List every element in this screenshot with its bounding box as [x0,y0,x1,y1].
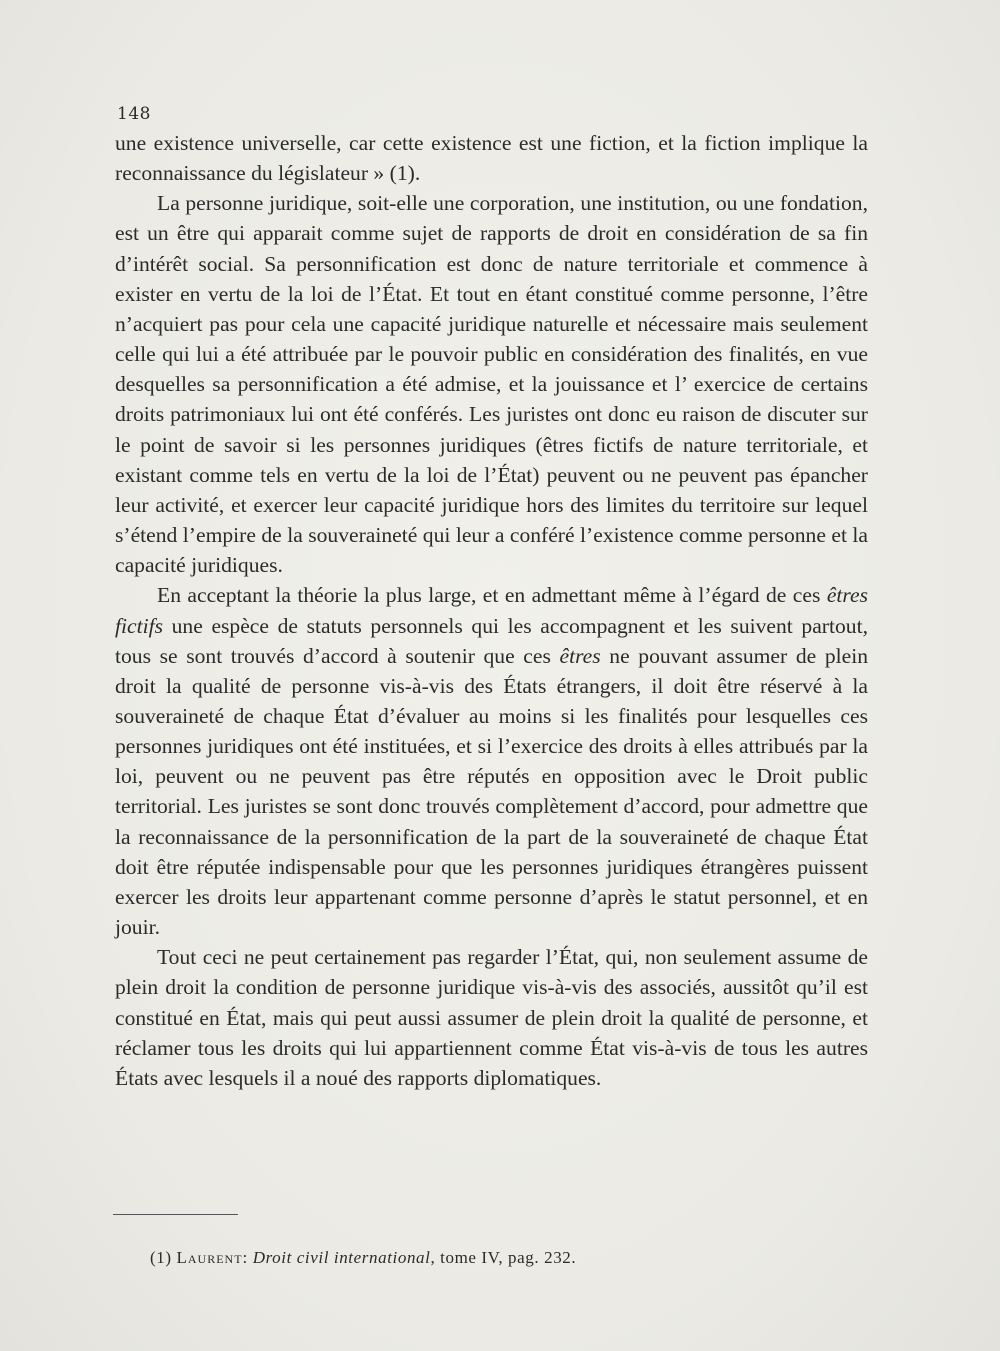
footnote-work-title: Droit civil international [252,1248,431,1267]
paragraph: Tout ceci ne peut certainement pas regarder l’État, qui, non seulement assume de plein droit la condition de personne juridique vis-à-vis des associés, aussitôt qu’il est constitué en État, mais qui peut aussi assumer de plein droit la qualité de personne, et réclamer tous les droits qui lui appartiennent comme État vis-à-vis de tous les autres États avec lesquels il a noué des rapports diplomatiques. [115,945,868,1090]
paragraph [115,580,868,942]
paragraph-text: ne pouvant assumer de plein droit la qualité de personne vis-à-vis des États étrangers, il doit être réservé à la souveraineté de chaque État d’évaluer au moins si les finalités pour lesquelles ces personnes juridiques ont été instituées, et si l’exercice des droits à elles attribués par la loi, peuvent ou ne peuvent pas être réputés en opposition avec le Droit public territorial. Les juristes se sont donc trouvés complètement d’accord, pour admettre que la reconnaissance de la personnification de la part de la souveraineté de chaque État doit être réputée indispensable pour que les personnes juridiques étrangères puissent exercer les droits leur appartenant comme personne d’après le statut personnel, et en jouir. [115,643,868,940]
paragraph: La personne juridique, soit-elle une corporation, une institution, ou une fondation, est un être qui apparait comme sujet de rapports de droit en considération de sa fin d’intérêt social. Sa personnification est donc de nature territoriale et commence à exister en vertu de la loi de l’État. Et tout en étant constitué comme personne, l’être n’acquiert pas pour cela une capacité juridique naturelle et nécessaire mais seulement celle qui lui a été attribuée par le pouvoir public en considération des finalités, en vue desquelles sa personnification a été admise, et la jouissance et l’ exercice de certains droits patrimoniaux lui ont été conférés. Les juristes ont donc eu raison de discuter sur le point de savoir si les personnes juridiques (êtres fictifs de nature territoriale, et existant comme tels en vertu de la loi de l’État) peuvent ou ne peuvent pas épancher leur activité, et exercer leur capacité juridique hors des limites du territoire sur lequel s’étend l’empire de la souveraineté qui leur a conféré l’existence comme personne et la capacité juridiques. [115,191,868,578]
footnote-separator: : [242,1248,253,1267]
footnote-reference[interactable]: (1) [389,161,415,186]
footnote-author: Laurent [176,1248,243,1267]
paragraph-text: . [414,161,421,186]
paragraph-text: une espèce de statuts personnels qui les accompagnent et les suivent partout, tous se sont trouvés d’accord à soutenir que ces [115,613,868,668]
page-number: 148 [117,104,151,124]
footnote-marker: (1) [150,1248,172,1267]
paragraph-text: une existence universelle, car cette existence est une fiction, et la fiction implique la reconnaissance du législateur » [115,131,868,186]
footnote-details: , tome IV, pag. 232. [430,1248,577,1267]
footnote [150,1248,576,1268]
emphasis-text: êtres [559,643,601,668]
emphasis-text: êtres fictifs [115,583,868,638]
body-text [115,128,868,1093]
footnote-divider [113,1214,238,1215]
paragraph-text: En acceptant la théorie la plus large, et en admettant même à l’égard de ces [157,583,827,608]
paragraph-continuation [115,128,868,188]
